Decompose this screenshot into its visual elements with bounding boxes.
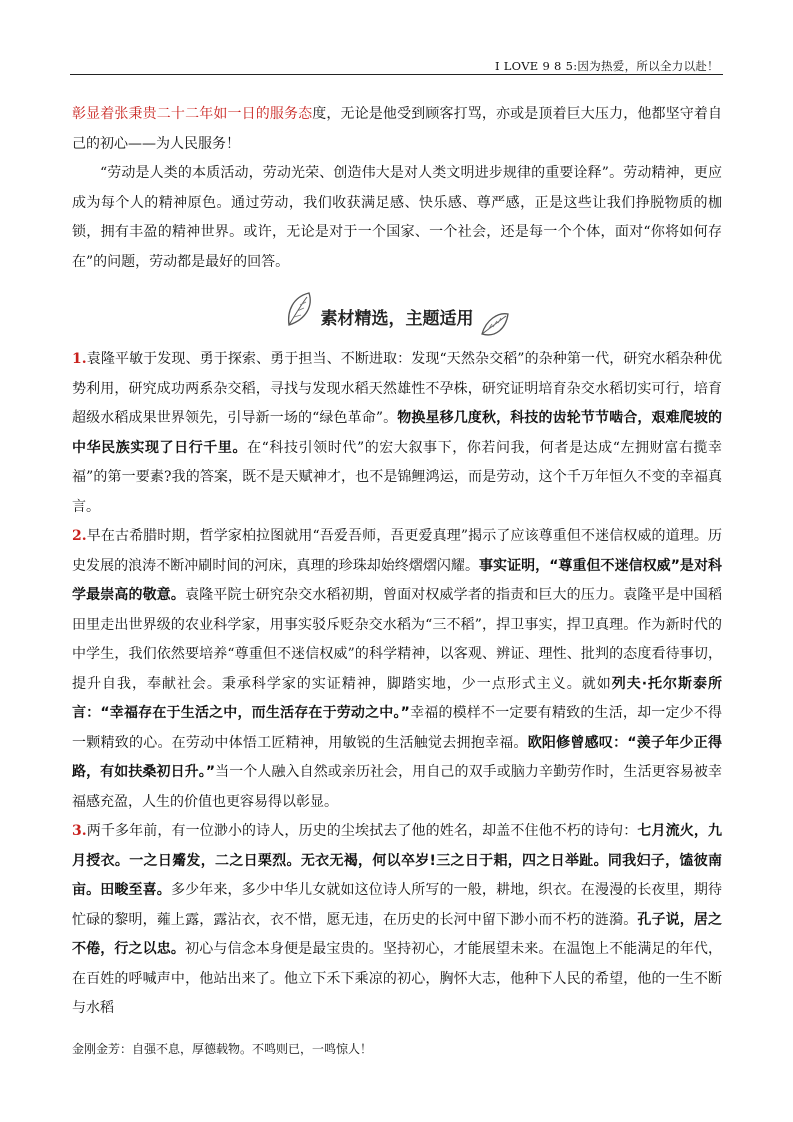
item-bold-text: 欧阳修曾感叹：“羡子年少正得路，有如扶桑初日升。” [72, 734, 723, 780]
page-footer: 金刚金芳：自强不息，厚德载物。不鸣则已，一鸣惊人！ [72, 1042, 373, 1056]
document-body [72, 100, 722, 1024]
item-number: 2. [72, 528, 87, 544]
intro-paragraph-1 [72, 100, 722, 159]
material-item-1 [72, 345, 722, 522]
highlight-red: 彰显着张秉贵二十二年如一日的服务态 [72, 106, 313, 122]
leaf-icon [478, 304, 512, 344]
item-text: 在“科技引领时代”的宏大叙事下，你若问我，何者是达成“左拥财富右揽幸福”的第一要素?我的答案，既不是天赋神才，也不是锦鲤鸿运，而是劳动，这个千万年恒久不变的幸福真言。 [72, 439, 722, 515]
item-text: 早在古希腊时期，哲学家柏拉图就用“吾爱吾师，吾更爱真理”揭示了应该尊重但不迷信权威的道理。历史发展的浪涛不断冲刷时间的河床，真理的珍珠却始终熠熠闪耀。 [72, 528, 722, 574]
item-bold-text: 物换星移几度秋，科技的齿轮节节啮合，艰难爬坡的中华民族实现了日行千里。 [72, 410, 722, 456]
material-item-2 [72, 522, 722, 817]
intro-text: 度，无论是他受到顾客打骂，亦或是顶着巨大压力，他都坚守着自己的初心——为人民服务！ [72, 106, 722, 152]
item-text: 多少年来，多少中华儿女就如这位诗人所写的一般，耕地，织衣。在漫漫的长夜里，期待忙碌的黎明，蕹上露，露沾衣，衣不惜，愿无违，在历史的长河中留下渺小而不朽的涟漪。 [72, 882, 723, 928]
item-text: 两千多年前，有一位渺小的诗人，历史的尘埃拭去了他的姓名，却盖不住他不朽的诗句： [86, 823, 638, 839]
item-text: 初心与信念本身便是最宝贵的。坚持初心，才能展望未来。在温饱上不能满足的年代，在百姓的呼喊声中，他站出来了。他立下禾下乘凉的初心，胸怀大志，他种下人民的希望，他的一生不断与水稻 [72, 941, 723, 1016]
item-text: 袁隆平院士研究杂交水稻初期，曾面对权威学者的指责和巨大的压力。袁隆平是中国稻田里走出世界级的农业科学家，用事实驳斥贬杂交水稻为“三不稻”，捍卫事实，捍卫真理。作为新时代的中学生，我们依然要培养“尊重但不迷信权威”的科学精神，以客观、辨证、理性、批判的态度看待事切，提升自我，奉献社会。秉承科学家的实证精神，脚踏实地，少一点形式主义。就如 [72, 587, 723, 692]
item-text: 幸福的模样不一定要有精致的生活，却一定少不得一颗精致的心。在劳动中体悟工匠精神，用敏锐的生活触觉去拥抱幸福。 [72, 705, 722, 751]
page-header: I LOVE 9 8 5:因为热爱，所以全力以赴！ [494, 59, 719, 73]
section-heading [72, 287, 722, 345]
header-divider [70, 74, 723, 75]
item-bold-text: 七月流火，九月授衣。一之日觱发，二之日栗烈。无衣无褐，何以卒岁!三之日于耜，四之日举趾。同我妇子，馌彼南亩。田畯至喜。 [72, 823, 723, 898]
item-number: 3. [72, 823, 87, 839]
item-text: 当一个人融入自然或亲历社会，用自己的双手或脑力辛勤劳作时，生活更容易被幸福感充盈，人生的价值也更容易得以彰显。 [72, 764, 723, 810]
intro-paragraph-2: “劳动是人类的本质活动，劳动光荣、创造伟大是对人类文明进步规律的重要诠释”。劳动精神，更应成为每个人的精神原色。通过劳动，我们收获满足感、快乐感、尊严感，正是这些让我们挣脱物质的枷锁，拥有丰盈的精神世界。或许，无论是对于一个国家、一个社会，还是每一个个体，面对“你将如何存在”的问题，劳动都是最好的回答。 [72, 165, 722, 270]
section-title: 素材精选，主题适用 [320, 308, 474, 329]
item-bold-text: 事实证明，“尊重但不迷信权威”是对科学最崇高的敬意。 [72, 557, 723, 603]
item-bold-text: 列夫·托尔斯泰所言：“幸福存在于生活之中，而生活存在于劳动之中。” [72, 675, 722, 721]
item-text: 袁隆平敏于发现、勇于探索、勇于担当、不断进取：发现“天然杂交稻”的杂种第一代，研究水稻杂种优势利用，研究成功两系杂交稻，寻找与发现水稻天然雄性不孕株，研究证明培育杂交水稻切实可行，培育超级水稻成果世界领先，引导新一场的“绿色革命”。 [72, 351, 722, 426]
item-bold-text: 孔子说，居之不倦，行之以忠。 [72, 911, 723, 957]
item-number: 1. [72, 351, 87, 367]
material-item-3 [72, 817, 722, 1024]
leaf-icon [283, 289, 317, 329]
